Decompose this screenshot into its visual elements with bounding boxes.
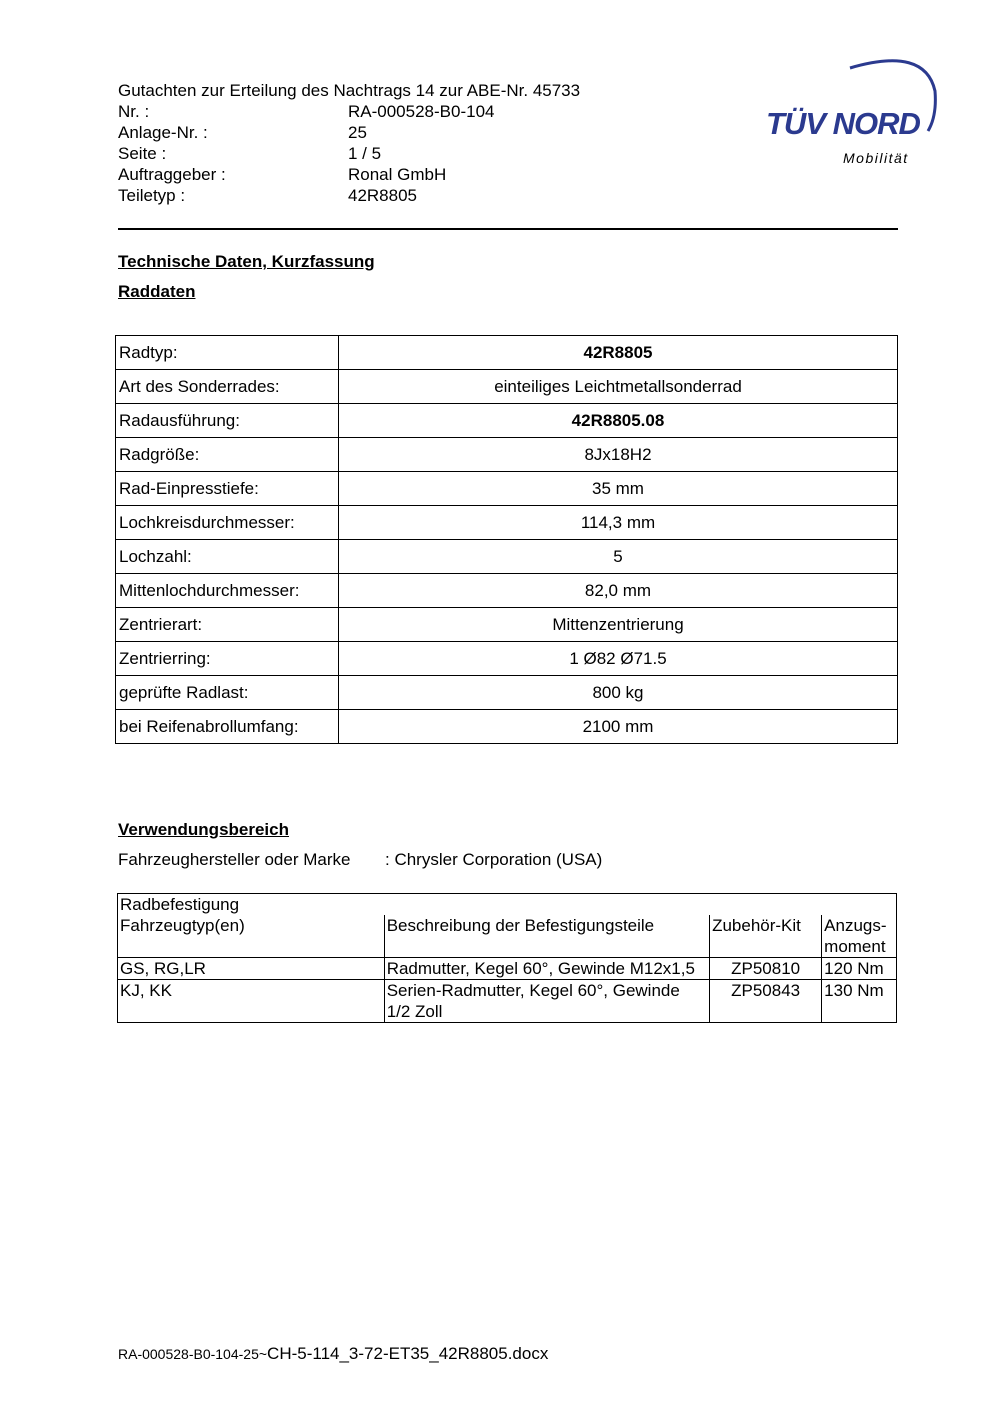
row-label: Mittenlochdurchmesser: <box>116 574 339 608</box>
row-value: einteiliges Leichtmetallsonderrad <box>339 370 898 404</box>
header-row <box>118 143 381 164</box>
header-value: 25 <box>348 123 367 142</box>
footer-filename: CH-5-114_3-72-ET35_42R8805.docx <box>267 1344 549 1363</box>
row-value: 800 kg <box>339 676 898 710</box>
table-row <box>116 370 898 404</box>
table-row <box>118 980 897 1023</box>
column-header: Anzugs- moment <box>822 915 897 958</box>
brand-logo: TÜV NORD <box>766 106 920 141</box>
table-cell: 130 Nm <box>822 980 897 1023</box>
column-header: Beschreibung der Befestigungsteile <box>384 915 709 958</box>
header-label: Auftraggeber : <box>118 165 226 184</box>
table-row <box>116 676 898 710</box>
document-title: Gutachten zur Erteilung des Nachtrags 14 zur ABE-Nr. 45733 <box>118 81 581 100</box>
footer-prefix: RA-000528-B0-104-25~ <box>118 1346 268 1362</box>
column-header: Fahrzeugtyp(en) <box>118 915 385 958</box>
table-row <box>116 438 898 472</box>
row-value: 5 <box>339 540 898 574</box>
header-label: Nr. : <box>118 102 150 121</box>
column-header: Zubehör-Kit <box>710 915 822 958</box>
row-label: Lochkreisdurchmesser: <box>116 506 339 540</box>
row-value: Mittenzentrierung <box>339 608 898 642</box>
row-label: Lochzahl: <box>116 540 339 574</box>
brand-subtitle: Mobilität <box>843 150 909 166</box>
row-label: geprüfte Radlast: <box>116 676 339 710</box>
table-row <box>116 506 898 540</box>
mounting-table <box>117 893 897 1023</box>
row-label: Art des Sonderrades: <box>116 370 339 404</box>
row-label: Zentrierart: <box>116 608 339 642</box>
header-row <box>118 122 367 143</box>
header-value: 1 / 5 <box>348 144 382 163</box>
row-value: 42R8805.08 <box>339 404 898 438</box>
header-label: Anlage-Nr. : <box>118 123 208 142</box>
maker-label: Fahrzeughersteller oder Marke <box>118 850 351 869</box>
row-value: 1 Ø82 Ø71.5 <box>339 642 898 676</box>
table-row <box>116 336 898 370</box>
table-cell: GS, RG,LR <box>118 958 385 980</box>
row-label: Radausführung: <box>116 404 339 438</box>
table-cell: 120 Nm <box>822 958 897 980</box>
header-value: 42R8805 <box>348 186 418 205</box>
row-value: 42R8805 <box>339 336 898 370</box>
table-cell: Serien-Radmutter, Kegel 60°, Gewinde 1/2 Zoll <box>384 980 709 1023</box>
table-row <box>116 642 898 676</box>
row-value: 35 mm <box>339 472 898 506</box>
row-label: Radtyp: <box>116 336 339 370</box>
row-label: Rad-Einpresstiefe: <box>116 472 339 506</box>
maker-value: : Chrysler Corporation (USA) <box>385 850 603 869</box>
table-caption: Radbefestigung <box>118 894 897 916</box>
header-value: Ronal GmbH <box>348 165 447 184</box>
row-label: Zentrierring: <box>116 642 339 676</box>
header-row <box>118 101 494 122</box>
table-cell: Radmutter, Kegel 60°, Gewinde M12x1,5 <box>384 958 709 980</box>
table-row <box>118 958 897 980</box>
wheel-data-table <box>115 335 898 744</box>
table-row <box>116 608 898 642</box>
table-cell: KJ, KK <box>118 980 385 1023</box>
header-label: Seite : <box>118 144 167 163</box>
footer <box>118 1344 548 1364</box>
header-divider <box>118 228 898 230</box>
table-row <box>116 540 898 574</box>
row-value: 2100 mm <box>339 710 898 744</box>
section-heading-usage: Verwendungsbereich <box>118 820 289 839</box>
row-label: Radgröße: <box>116 438 339 472</box>
subsection-heading: Raddaten <box>118 282 196 301</box>
table-header-row <box>118 915 897 958</box>
table-cell: ZP50843 <box>710 980 822 1023</box>
table-cell: ZP50810 <box>710 958 822 980</box>
row-value: 8Jx18H2 <box>339 438 898 472</box>
header-row <box>118 185 417 206</box>
row-value: 82,0 mm <box>339 574 898 608</box>
vehicle-maker-line <box>118 850 602 870</box>
section-heading: Technische Daten, Kurzfassung <box>118 252 375 271</box>
table-row <box>116 404 898 438</box>
table-row <box>116 574 898 608</box>
header-row <box>118 164 446 185</box>
header-label: Teiletyp : <box>118 186 186 205</box>
table-row <box>116 710 898 744</box>
table-row <box>116 472 898 506</box>
header-value: RA-000528-B0-104 <box>348 102 495 121</box>
row-label: bei Reifenabrollumfang: <box>116 710 339 744</box>
row-value: 114,3 mm <box>339 506 898 540</box>
